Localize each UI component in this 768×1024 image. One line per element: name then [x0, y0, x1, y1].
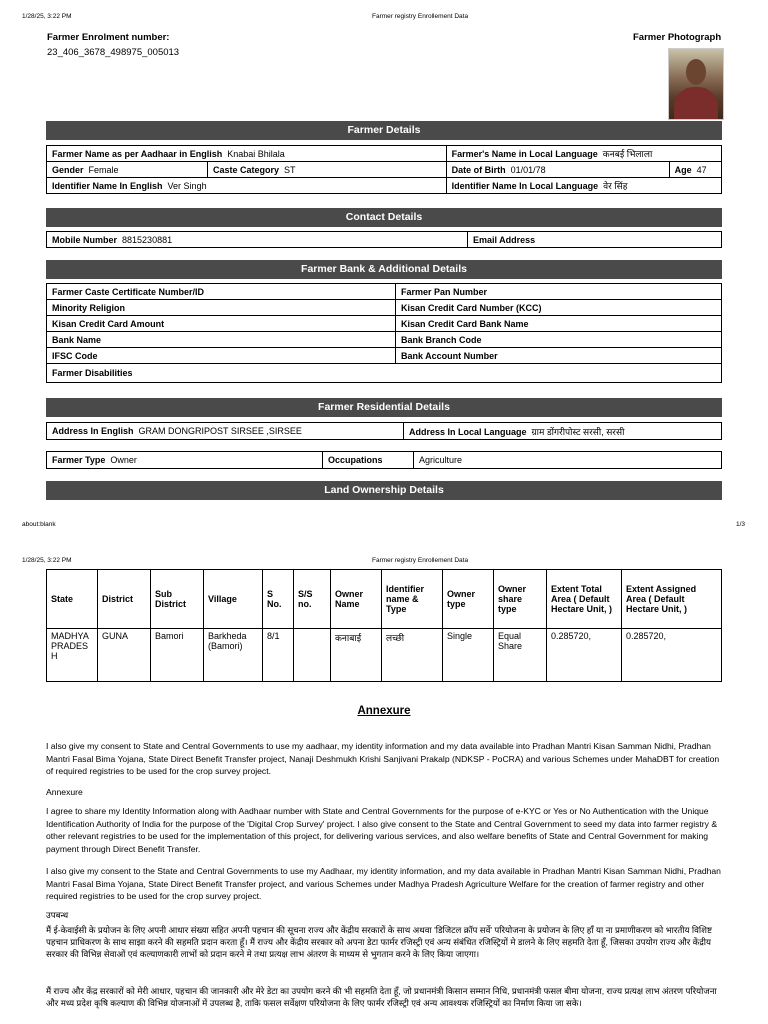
- col-state: State: [47, 570, 98, 629]
- cell-owner-type: Single: [443, 629, 494, 682]
- name-en-value: Knabai Bhilala: [227, 148, 285, 159]
- annexure-title: Annexure: [357, 705, 411, 717]
- minority-label: Minority Religion: [47, 300, 396, 316]
- name-en-label: Farmer Name as per Aadhaar in English: [52, 148, 223, 159]
- hindi-paragraph-2: मैं राज्य और केंद्र सरकारों को मेरी आधार, पहचान की जानकारी और मेरे डेटा का उपयोग करने की भी सहमति देता हूँ, जो प्रधानमंत्री किसान सम्मान निधि, प्रधानमंत्री फसल बीमा योजना, राज्य प्रत्यक्ष लाभ अंतरण परियोजना और मध्य प्रदेश कृषि कल्याण की विभिन्न योजनाओं में उपलब्ध है, ताकि फसल सर्वेक्षण परियोजना के लिए फार्मर रजिस्ट्री एवं अन्य आवश्यक रजिस्ट्रियों का निर्माण किया जा सके।: [46, 986, 717, 1009]
- consent-paragraph-3: I also give my consent to the State and Central Governments to use my Aadhaar, my identity information, and my data available in Pradhan Mantri Kisan Samman Nidhi, Pradhan Mantri Fasal Bima Yojana, State Direct Benefit Transfer project, and various Schemes under Madhya Pradesh Agriculture Welfare for the creation of farmer registry and other required registries to be used for the crop survey project.: [46, 866, 721, 902]
- caste-cert-label: Farmer Caste Certificate Number/ID: [47, 284, 396, 300]
- identifier-en-label: Identifier Name In English: [52, 180, 163, 191]
- col-owner-share-type: Owner share type: [494, 570, 547, 629]
- upbandh-heading: उपबन्ध: [46, 910, 69, 920]
- gender-label: Gender: [52, 164, 84, 175]
- caste-label: Caste Category: [213, 164, 280, 175]
- dob-label: Date of Birth: [451, 164, 506, 175]
- pan-label: Farmer Pan Number: [396, 284, 722, 300]
- col-district: District: [98, 570, 151, 629]
- farmer-details-table: [46, 145, 722, 194]
- annexure-subheading: Annexure: [46, 787, 83, 797]
- col-village: Village: [204, 570, 263, 629]
- print-datetime: 1/28/25, 3:22 PM: [22, 13, 72, 20]
- section-farmer-details: Farmer Details: [46, 121, 722, 140]
- section-residential-details: Farmer Residential Details: [46, 398, 722, 417]
- col-identifier: Identifier name & Type: [382, 570, 443, 629]
- print-title: Farmer registry Enrollement Data: [372, 13, 469, 20]
- address-en-label: Address In English: [52, 426, 134, 436]
- section-land-ownership: Land Ownership Details: [46, 481, 722, 500]
- age-label: Age: [674, 164, 692, 175]
- print-title-p2: Farmer registry Enrollement Data: [372, 557, 469, 564]
- consent-paragraph-2: I agree to share my Identity Information along with Aadhaar number with State and Central Governments for the purpose of e-KYC or Yes or No Authentication with the Unique Identification Authority of India for the purpose of the 'Digital Crop Survey' project. I also give consent to the State and Central Government to seed my data into farmer registry & other relevant registries to be used for the implementation of this project, for delivering various services, and also welfare benefits of State and Central Government for making payment through Direct Benefit Transfer.: [46, 806, 718, 854]
- kcc-label: Kisan Credit Card Number (KCC): [396, 300, 722, 316]
- identifier-en-value: Ver Singh: [167, 180, 207, 191]
- cell-owner-share-type: Equal Share: [494, 629, 547, 682]
- farmer-type-label: Farmer Type: [52, 455, 106, 465]
- col-owner-type: Owner type: [443, 570, 494, 629]
- occupations-value: Agriculture: [414, 452, 722, 469]
- col-extent-assigned: Extent Assigned Area ( Default Hectare Unit, ): [622, 570, 722, 629]
- photo-label: Farmer Photograph: [633, 32, 722, 43]
- occupations-label: Occupations: [323, 452, 414, 469]
- footer-url: about:blank: [22, 521, 56, 528]
- land-header-row: [47, 570, 722, 629]
- name-local-label: Farmer's Name in Local Language: [451, 149, 598, 159]
- identifier-local-label: Identifier Name In Local Language: [451, 181, 599, 191]
- hindi-paragraph-1: मैं ई-केवाईसी के प्रयोजन के लिए अपनी आधार संख्या सहित अपनी पहचान की सूचना राज्य और केंद्रीय सरकारों के साथ अथवा 'डिजिटल क्रॉप सर्वे' परियोजना के प्रयोजन के लिए हाँ या ना प्रमाणीकरण को भारतीय विशिष्ट पहचान प्राधिकरण के साथ साझा करने की सहमति प्रदान करता हूँ। मैं राज्य और केंद्रीय सरकार को अपना डेटा फार्मर रजिस्ट्री एवं अन्य संबंधित रजिस्ट्रियों मे डालने के लिए सहमति देता हूँ, जिसका उपयोग राज्य और केंद्रीय सरकार की विभिन्न सेवाओं एवं कल्याणकारी लाभों को प्रदान करने मे तथा प्रत्यक्ष लाभ अंतरण के माध्यम से भुगतान करने के लिए किया जाएगा।: [46, 925, 712, 960]
- mobile-label: Mobile Number: [52, 234, 118, 245]
- bank-details-table: [46, 283, 722, 383]
- age-value: 47: [696, 164, 707, 175]
- col-s-no: S No.: [263, 570, 294, 629]
- col-ss-no: S/S no.: [294, 570, 331, 629]
- land-ownership-table: [46, 569, 722, 682]
- identifier-local-value: वेर सिंह: [603, 181, 628, 191]
- residential-address-table: [46, 422, 722, 440]
- bank-name-label: Bank Name: [47, 332, 396, 348]
- contact-details-table: [46, 231, 722, 248]
- section-bank-details: Farmer Bank & Additional Details: [46, 260, 722, 279]
- kcc-amount-label: Kisan Credit Card Amount: [47, 316, 396, 332]
- cell-owner-name: कनाबाई: [331, 629, 382, 682]
- cell-extent-total: 0.285720,: [547, 629, 622, 682]
- cell-identifier: लच्छी: [382, 629, 443, 682]
- section-contact-details: Contact Details: [46, 208, 722, 227]
- farmer-type-value: Owner: [110, 455, 137, 465]
- cell-district: GUNA: [98, 629, 151, 682]
- dob-value: 01/01/78: [510, 164, 546, 175]
- farmer-type-table: [46, 451, 722, 469]
- enrolment-label: Farmer Enrolment number:: [47, 32, 170, 43]
- print-datetime-p2: 1/28/25, 3:22 PM: [22, 557, 72, 564]
- address-en-value: GRAM DONGRIPOST SIRSEE ,SIRSEE: [138, 426, 302, 436]
- col-sub-district: Sub District: [151, 570, 204, 629]
- col-owner-name: Owner Name: [331, 570, 382, 629]
- ifsc-label: IFSC Code: [47, 348, 396, 364]
- farmer-photograph: [668, 48, 724, 120]
- cell-sub-district: Bamori: [151, 629, 204, 682]
- branch-code-label: Bank Branch Code: [396, 332, 722, 348]
- cell-s-no: 8/1: [263, 629, 294, 682]
- enrolment-number: 23_406_3678_498975_005013: [47, 47, 180, 58]
- mobile-value: 8815230881: [122, 234, 173, 245]
- cell-extent-assigned: 0.285720,: [622, 629, 722, 682]
- address-local-value: ग्राम डोंगरीपोस्ट सरसी, सरसी: [531, 426, 625, 437]
- cell-village: Barkheda (Bamori): [204, 629, 263, 682]
- kcc-bank-label: Kisan Credit Card Bank Name: [396, 316, 722, 332]
- caste-value: ST: [284, 164, 296, 175]
- email-label: Email Address: [473, 234, 536, 245]
- table-row: [47, 629, 722, 682]
- account-label: Bank Account Number: [396, 348, 722, 364]
- cell-ss-no: [294, 629, 331, 682]
- col-extent-total: Extent Total Area ( Default Hectare Unit, ): [547, 570, 622, 629]
- name-local-value: कनबई भिलाला: [602, 149, 653, 159]
- consent-paragraph-1: I also give my consent to State and Central Governments to use my aadhaar, my identity information and my data available into Pradhan Mantri Kisan Samman Nidhi, Pradhan Mantri Fasal Bima Yojana, State Direct Benefit Transfer project, Nanaji Deshmukh Krishi Sanjivani Prakalp (NDKSP - PoCRA) and various Schemes under MahaDBT for creation of required registries to be used for the crop survey project.: [46, 741, 720, 777]
- disabilities-label: Farmer Disabilities: [47, 364, 722, 383]
- address-local-label: Address In Local Language: [409, 426, 527, 437]
- footer-page-number: 1/3: [736, 521, 746, 528]
- gender-value: Female: [88, 164, 119, 175]
- cell-state: MADHYA PRADESH: [47, 629, 98, 682]
